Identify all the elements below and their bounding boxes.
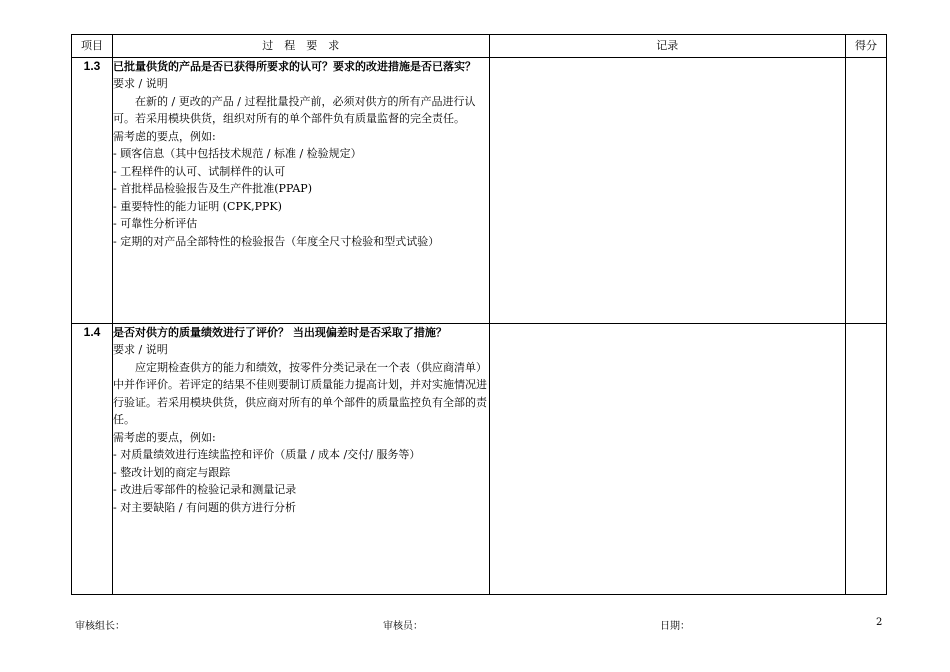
point-item: - 整改计划的商定与跟踪	[113, 465, 231, 479]
points-heading: 需考虑的要点，例如:	[113, 430, 216, 444]
requirement-label: 要求 / 说明	[113, 77, 168, 90]
point-item: - 重要特性的能力证明 (CPK,PPK)	[113, 199, 282, 213]
requirement-description: 在新的 / 更改的产品 / 过程批量投产前，必须对供方的所有产品进行认可。若采用模块供货，组织对所有的单个部件负有质量监督的完全责任。	[113, 94, 476, 125]
point-item: - 对主要缺陷 / 有问题的供方进行分析	[113, 500, 296, 514]
requirement-cell	[113, 324, 489, 595]
table-row	[72, 58, 887, 324]
footer-auditor: 审核员：	[383, 621, 423, 632]
record-cell[interactable]	[489, 58, 845, 324]
point-item: - 可靠性分析评估	[113, 217, 198, 230]
footer-date: 日期：	[660, 621, 690, 632]
requirement-cell	[113, 58, 489, 324]
score-cell[interactable]	[845, 58, 886, 324]
question-title: 已批量供货的产品是否已获得所要求的认可？要求的改进措施是否已落实？	[113, 60, 477, 73]
header-item: 项目	[72, 35, 113, 58]
requirement-description: 应定期检查供方的能力和绩效，按零件分类记录在一个表（供应商清单）中并作评价。若评定的结果不佳则要制订质量能力提高计划，并对实施情况进行验证。若采用模块供货，供应商对所有的单个部件的质量监控负有全部的责任。	[113, 360, 488, 426]
item-number: 1.4	[72, 324, 113, 595]
audit-table	[71, 34, 887, 595]
item-number: 1.3	[72, 58, 113, 324]
point-item: - 定期的对产品全部特性的检验报告（年度全尺寸检验和型式试验）	[113, 234, 440, 248]
point-item: - 首批样品检验报告及生产件批准(PPAP)	[113, 182, 312, 195]
point-item: - 顾客信息（其中包括技术规范 / 标准 / 检验规定）	[113, 147, 362, 160]
point-item: - 改进后零部件的检验记录和测量记录	[113, 483, 297, 496]
header-record: 记录	[489, 35, 845, 58]
header-score: 得分	[845, 35, 886, 58]
footer-audit-leader: 审核组长：	[75, 621, 125, 632]
table-header-row	[72, 35, 887, 58]
score-cell[interactable]	[845, 324, 886, 595]
question-title: 是否对供方的质量绩效进行了评价？ 当出现偏差时是否采取了措施？	[113, 326, 447, 339]
page-number: 2	[876, 617, 883, 628]
header-process-requirements: 过 程 要 求	[113, 35, 489, 58]
record-cell[interactable]	[489, 324, 845, 595]
points-heading: 需考虑的要点，例如:	[113, 129, 216, 143]
requirement-label: 要求 / 说明	[113, 343, 168, 356]
point-item: - 对质量绩效进行连续监控和评价（质量 / 成本 /交付/ 服务等）	[113, 448, 421, 461]
table-row	[72, 324, 887, 595]
point-item: - 工程样件的认可、试制样件的认可	[113, 164, 286, 178]
